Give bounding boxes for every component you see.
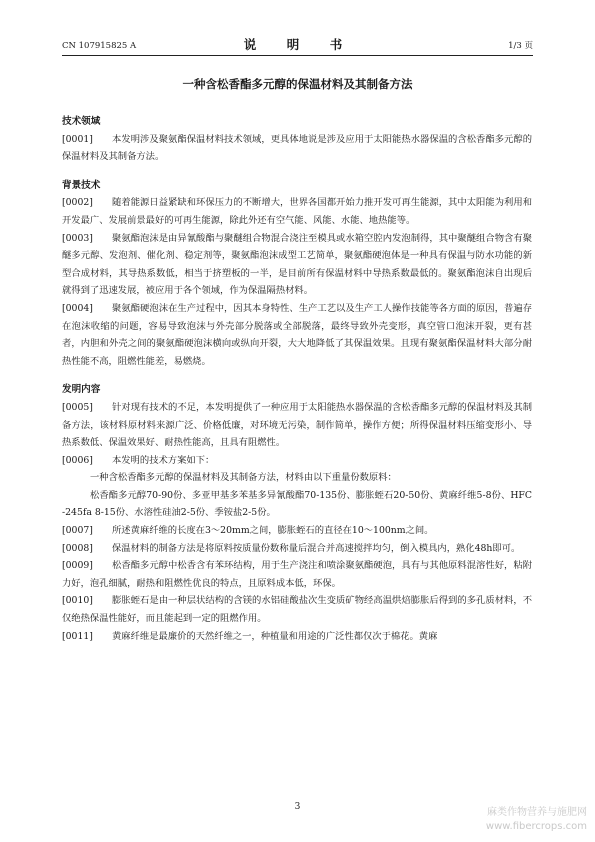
paragraph xyxy=(62,522,532,540)
page-header xyxy=(62,36,533,54)
section-tech-field xyxy=(62,113,532,166)
paragraph xyxy=(62,557,532,592)
paragraph-text: 聚氨酯泡沫是由异氰酸酯与聚醚组合物混合浇注至模具或水箱空腔内发泡制得，其中聚醚组合物含有聚醚多元醇、发泡剂、催化剂、稳定剂等，聚氨酯泡沫成型工艺简单，聚氨酯硬泡体是一种具有保温与防水功能的新型合成材料，其导热系数低，相当于挤塑板的一半，是目前所有保温材料中导热系数最低的。聚氨酯泡沫自出现后就得到了迅速发展，被应用于各个领域，作为保温隔热材料。 xyxy=(62,232,532,297)
paragraph xyxy=(62,230,532,300)
document-title: 一种含松香酯多元醇的保温材料及其制备方法 xyxy=(182,77,413,91)
paragraph-number: [0005] xyxy=(62,401,93,413)
paragraph xyxy=(62,592,532,627)
paragraph-text: 一种含松香酯多元醇的保温材料及其制备方法，材料由以下重量份数原料： xyxy=(90,472,397,484)
paragraph-text: 黄麻纤维是最廉价的天然纤维之一，种植量和用途的广泛性都仅次于棉花。黄麻 xyxy=(112,630,438,642)
paragraph-text: 本发明的技术方案如下： xyxy=(112,454,215,466)
paragraph-number: [0007] xyxy=(62,525,93,537)
paragraph xyxy=(62,194,532,229)
paragraph xyxy=(62,399,532,452)
document-body xyxy=(62,113,532,645)
paragraph-text: 松香酯多元醇70-90份、多亚甲基多苯基多异氰酸酯70-135份、膨胀蛭石20-50份、黄麻纤维5-8份、HFC-245fa 8-15份、水溶性硅油2-5份、季铵盐2-5份。 xyxy=(62,489,532,519)
paragraph-number: [0002] xyxy=(62,197,93,209)
section-background xyxy=(62,177,532,371)
paragraph-text: 所述黄麻纤维的长度在3～20mm之间，膨胀蛭石的直径在10～100nm之间。 xyxy=(112,525,434,537)
paragraph-text: 聚氨酯硬泡沫在生产过程中，因其本身特性、生产工艺以及生产工人操作技能等各方面的原因，普遍存在泡沫收缩的问题，容易导致泡沫与外壳部分脱落或全部脱落，最终导致外壳变形，真空管口泡沫开裂，更有甚者，内胆和外壳之间的聚氨酯硬泡沫横向或纵向开裂，大大地降低了其保温效果。且现有聚氨酯保温材料大部分耐热性能不高，阻燃性能差，易燃烧。 xyxy=(62,302,532,367)
section-heading: 技术领域 xyxy=(62,116,101,127)
paragraph-number: [0009] xyxy=(62,560,93,572)
watermark-site-name: 麻类作物营养与施肥网 xyxy=(487,807,587,818)
section-heading: 发明内容 xyxy=(62,384,101,396)
watermark xyxy=(486,806,587,834)
section-heading: 背景技术 xyxy=(62,179,101,191)
paragraph xyxy=(62,300,532,370)
document-type-title: 说 明 书 xyxy=(243,37,352,52)
paragraph xyxy=(62,540,532,558)
paragraph xyxy=(62,469,532,487)
page-indicator: 1/3 页 xyxy=(508,41,533,51)
paragraph xyxy=(62,487,532,522)
paragraph-number: [0010] xyxy=(62,595,93,607)
paragraph-number: [0006] xyxy=(62,454,93,466)
paragraph xyxy=(62,452,532,470)
page-number: 3 xyxy=(294,802,301,812)
paragraph-text: 随着能源日益紧缺和环保压力的不断增大，世界各国都开始力推开发可再生能源，其中太阳能为利用和开发最广、发展前景最好的可再生能源，除此外还有空气能、风能、水能、地热能等。 xyxy=(62,197,532,226)
section-invention xyxy=(62,381,532,645)
paragraph-text: 本发明涉及聚氨酯保温材料技术领域，更具体地说是涉及应用于太阳能热水器保温的含松香酯多元醇的保温材料及其制备方法。 xyxy=(62,133,532,163)
paragraph-text: 松香酯多元醇中松香含有苯环结构，用于生产浇注和喷涂聚氨酯硬泡，具有与其他原料混溶性好，粘附力好，泡孔细腻，耐热和阻燃性优良的特点，且原料成本低，环保。 xyxy=(62,560,532,589)
paragraph-text: 膨胀蛭石是由一种层状结构的含镁的水铝硅酸盐次生变质矿物经高温烘焙膨胀后得到的多孔质材料，不仅绝热保温性能好，而且能起到一定的阻燃作用。 xyxy=(62,595,532,625)
paragraph-number: [0001] xyxy=(62,133,93,145)
paragraph-text: 针对现有技术的不足，本发明提供了一种应用于太阳能热水器保温的含松香酯多元醇的保温材料及其制备方法，该材料原材料来源广泛、价格低廉，对环境无污染，制作简单，操作方便；所得保温材料压缩变形小、导热系数低、保温效果好、耐热性能高，且具有阻燃性。 xyxy=(62,401,532,449)
paragraph-number: [0008] xyxy=(62,542,93,554)
patent-number: CN 107915825 A xyxy=(62,41,137,51)
paragraph-number: [0003] xyxy=(62,232,93,244)
header-divider xyxy=(62,55,533,56)
paragraph-number: [0011] xyxy=(62,630,93,642)
paragraph xyxy=(62,131,532,166)
paragraph-text: 保温材料的制备方法是将原料按质量份数称量后混合并高速搅拌均匀，倒入模具内，熟化48h即可。 xyxy=(112,542,521,554)
watermark-url: www.fibercrops.com xyxy=(485,821,587,832)
paragraph-number: [0004] xyxy=(62,302,93,314)
paragraph xyxy=(62,628,532,646)
